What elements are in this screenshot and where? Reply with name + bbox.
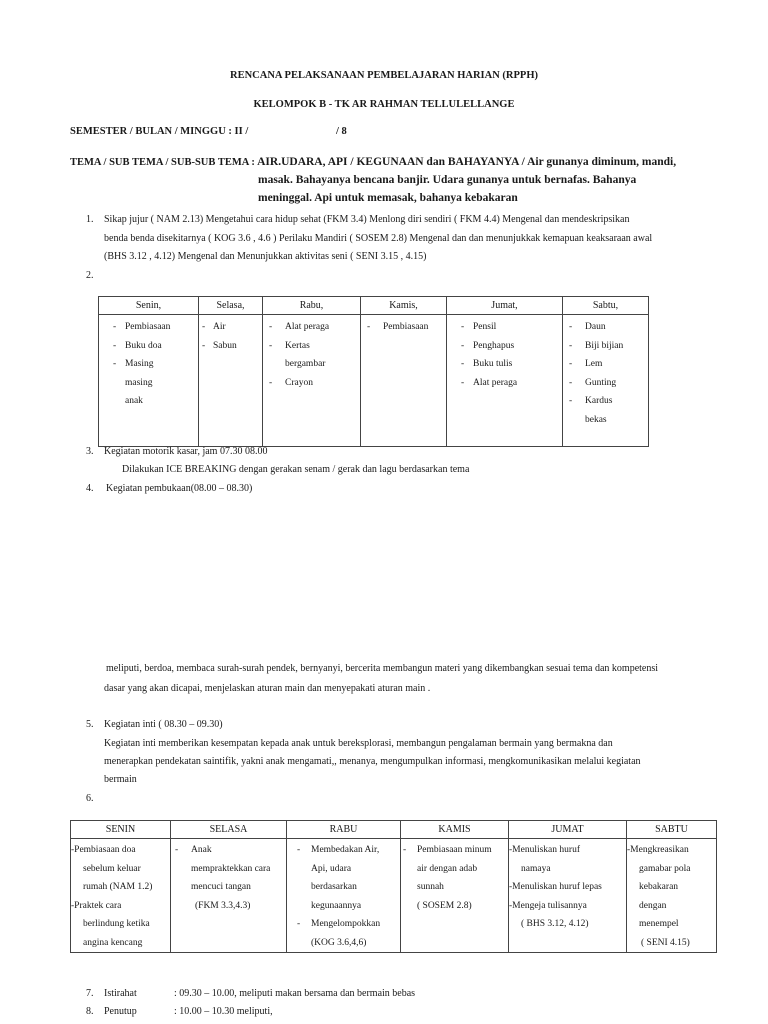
list-item: Anak — [191, 845, 212, 855]
table-header-row — [71, 821, 717, 839]
item4-text: Kegiatan pembukaan(08.00 – 08.30) — [106, 483, 253, 494]
list-item-continuation: bergambar — [285, 359, 326, 369]
selasa-cell: - Anak mempraktekkan cara mencuci tangan (FKM 3.3,4.3) — [171, 839, 287, 953]
item5-line: menerapkan pendekatan saintifik, yakni anak mengamati,, menanya, mengumpulkan informasi, mengkomunikasikan melalui kegiatan — [104, 756, 641, 767]
selasa-cell — [199, 315, 263, 447]
tema-line — [70, 156, 676, 168]
item7-label: Istirahat — [104, 988, 137, 999]
list-item-continuation: sebelum keluar — [83, 863, 141, 874]
rabu-cell: - Membedakan Air, Api, udara berdasarkan kegunaannya - Mengelompokkan (KOG 3.6,4,6) — [287, 839, 401, 953]
tema-line-2: masak. Bahayanya bencana banjir. Udara gunanya untuk bernafas. Bahanya — [258, 174, 637, 186]
list-item-continuation: (KOG 3.6,4,6) — [311, 937, 367, 948]
list-item: - Crayon — [265, 374, 358, 393]
list-item: - Sabun — [201, 337, 260, 356]
tema-value: AIR.UDARA, API / KEGUNAAN dan BAHAYANYA / Air gunanya diminum, mandi, — [257, 156, 677, 168]
list-item-continuation: air dengan adab — [417, 863, 478, 874]
table-row — [99, 315, 649, 447]
item1-line: (BHS 3.12 , 4.12) Mengenal dan Menunjukkan aktivitas seni ( SENI 3.15 , 4.15) — [104, 251, 427, 262]
column-header: KAMIS — [401, 821, 509, 839]
list-item: - Pensil — [449, 318, 560, 337]
list-item: Mengelompokkan — [311, 919, 381, 929]
list-item-continuation: menempel — [639, 919, 679, 929]
list-item-continuation: ( SOSEM 2.8) — [417, 900, 472, 911]
jumat-cell: -Menuliskan huruf namaya -Menuliskan huruf lepas -Mengeja tulisannya ( BHS 3.12, 4.12) — [509, 839, 627, 953]
list-item-continuation: (FKM 3.3,4.3) — [195, 900, 251, 911]
list-item-continuation: anak — [125, 396, 143, 406]
item4-line: dasar yang akan dicapai, menjelaskan aturan main dan menyepakati aturan main . — [104, 683, 431, 694]
list-item: - Penghapus — [449, 337, 560, 356]
table-header-row — [99, 297, 649, 315]
list-item: - Kardus — [565, 392, 646, 411]
list-item: Menuliskan huruf — [512, 845, 580, 855]
column-header: Rabu, — [263, 297, 361, 315]
item-number: 6. — [86, 793, 94, 804]
item1-line: benda benda disekitarnya ( KOG 3.6 , 4.6 ) Perilaku Mandiri ( SOSEM 2.8) Mengenal dan dan menunjukkak kemapuan keaksaraan awal — [104, 233, 653, 244]
list-item: - Gunting — [565, 374, 646, 393]
rabu-cell — [263, 315, 361, 447]
tema-label: TEMA / SUB TEMA / SUB-SUB TEMA : — [70, 157, 255, 168]
list-item: - Daun — [565, 318, 646, 337]
list-item-continuation: rumah (NAM 1.2) — [83, 882, 153, 892]
list-item-continuation: ( BHS 3.12, 4.12) — [521, 919, 589, 929]
list-item: - Buku doa — [101, 337, 196, 356]
item1-line: Sikap jujur ( NAM 2.13) Mengetahui cara hidup sehat (FKM 3.4) Menlong diri sendiri ( FKM 4.4) Mengenal dan mendeskripsikan — [104, 214, 630, 225]
column-header: Jumat, — [447, 297, 563, 315]
column-header: SENIN — [71, 821, 171, 839]
list-item-continuation: angina kencang — [83, 937, 143, 948]
list-item: - Alat peraga — [449, 374, 560, 393]
senin-cell — [99, 315, 199, 447]
list-item-continuation: berdasarkan — [311, 882, 357, 892]
column-header: Sabtu, — [563, 297, 649, 315]
list-item: Mengeja tulisannya — [512, 900, 587, 911]
list-item-continuation: dengan — [639, 900, 667, 911]
item8-label: Penutup — [104, 1006, 137, 1017]
list-item-continuation: bekas — [585, 414, 607, 425]
list-item: Mengkreasikan — [630, 845, 689, 855]
semester-week: / 8 — [336, 126, 347, 137]
activities-table — [70, 820, 717, 953]
kamis-cell — [361, 315, 447, 447]
list-item-continuation: berlindung ketika — [83, 919, 150, 929]
jumat-cell — [447, 315, 563, 447]
list-item: - Buku tulis — [449, 355, 560, 374]
list-item: - Masing — [101, 355, 196, 374]
column-header: JUMAT — [509, 821, 627, 839]
item-number: 8. — [86, 1006, 94, 1017]
column-header: Kamis, — [361, 297, 447, 315]
list-item-continuation: kegunaannya — [311, 900, 362, 911]
item-number: 3. — [86, 446, 94, 457]
list-item: - Air — [201, 318, 260, 337]
column-header: SABTU — [627, 821, 717, 839]
item5-text: Kegiatan inti ( 08.30 – 09.30) — [104, 719, 223, 730]
list-item-continuation: namaya — [521, 863, 551, 874]
column-header: SELASA — [171, 821, 287, 839]
column-header: RABU — [287, 821, 401, 839]
tema-line-3: meninggal. Api untuk memasak, bahanya kebakaran — [258, 192, 518, 204]
item5-line: bermain — [104, 774, 137, 785]
item7-value: : 09.30 – 10.00, meliputi makan bersama dan bermain bebas — [174, 988, 416, 999]
item5-line: Kegiatan inti memberikan kesempatan kepada anak untuk bereksplorasi, membangun pengalaman bermain yang bermakna dan — [104, 738, 613, 749]
list-item: - Kertas — [265, 337, 358, 356]
item3-subtext: Dilakukan ICE BREAKING dengan gerakan senam / gerak dan lagu berdasarkan tema — [122, 464, 470, 475]
list-item-continuation: masing — [125, 377, 153, 388]
list-item: Pembiasaan doa — [74, 845, 136, 855]
group-heading: KELOMPOK B - TK AR RAHMAN TELLULELLANGE — [253, 99, 515, 110]
item-number: 4. — [86, 483, 94, 494]
list-item: - Pembiasaan — [101, 318, 196, 337]
column-header: Selasa, — [199, 297, 263, 315]
list-item: - Lem — [565, 355, 646, 374]
item8-value: : 10.00 – 10.30 meliputi, — [174, 1006, 273, 1017]
list-item: - Pembiasaan — [363, 318, 444, 337]
list-item: Pembiasaan minum — [417, 845, 492, 855]
kamis-cell: - Pembiasaan minum air dengan adab sunnah ( SOSEM 2.8) — [401, 839, 509, 953]
list-item-continuation: ( SENI 4.15) — [641, 937, 690, 948]
list-item: - Alat peraga — [265, 318, 358, 337]
item3-text: Kegiatan motorik kasar, jam 07.30 08.00 — [104, 446, 268, 457]
list-item-continuation: mempraktekkan cara — [191, 863, 271, 874]
senin-cell: -Pembiasaan doa sebelum keluar rumah (NAM 1.2) -Praktek cara berlindung ketika angina kencang — [71, 839, 171, 953]
item-number: 5. — [86, 719, 94, 730]
sabtu-cell: -Mengkreasikan gamabar pola kebakaran dengan menempel ( SENI 4.15) — [627, 839, 717, 953]
list-item: Menuliskan huruf lepas — [512, 882, 602, 892]
list-item-continuation: sunnah — [417, 882, 444, 892]
table-row — [71, 839, 717, 953]
item4-line: meliputi, berdoa, membaca surah-surah pendek, bernyanyi, bercerita membangun materi yang dikembangkan sesuai tema dan kompetensi — [106, 663, 659, 674]
sabtu-cell — [563, 315, 649, 447]
list-item: - Biji bijian — [565, 337, 646, 356]
materials-table — [98, 296, 649, 447]
list-item-continuation: mencuci tangan — [191, 882, 251, 892]
list-item-continuation: Api, udara — [311, 863, 352, 874]
list-item-continuation: kebakaran — [639, 882, 679, 892]
item-number: 2. — [86, 270, 94, 281]
column-header: Senin, — [99, 297, 199, 315]
item-number: 7. — [86, 988, 94, 999]
list-item-continuation: gamabar pola — [639, 863, 691, 874]
item-number: 1. — [86, 214, 94, 225]
list-item: Praktek cara — [74, 900, 122, 911]
list-item: Membedakan Air, — [311, 845, 380, 855]
semester-label: SEMESTER / BULAN / MINGGU : II / — [70, 126, 249, 137]
document-title: RENCANA PELAKSANAAN PEMBELAJARAN HARIAN (RPPH) — [229, 70, 538, 81]
